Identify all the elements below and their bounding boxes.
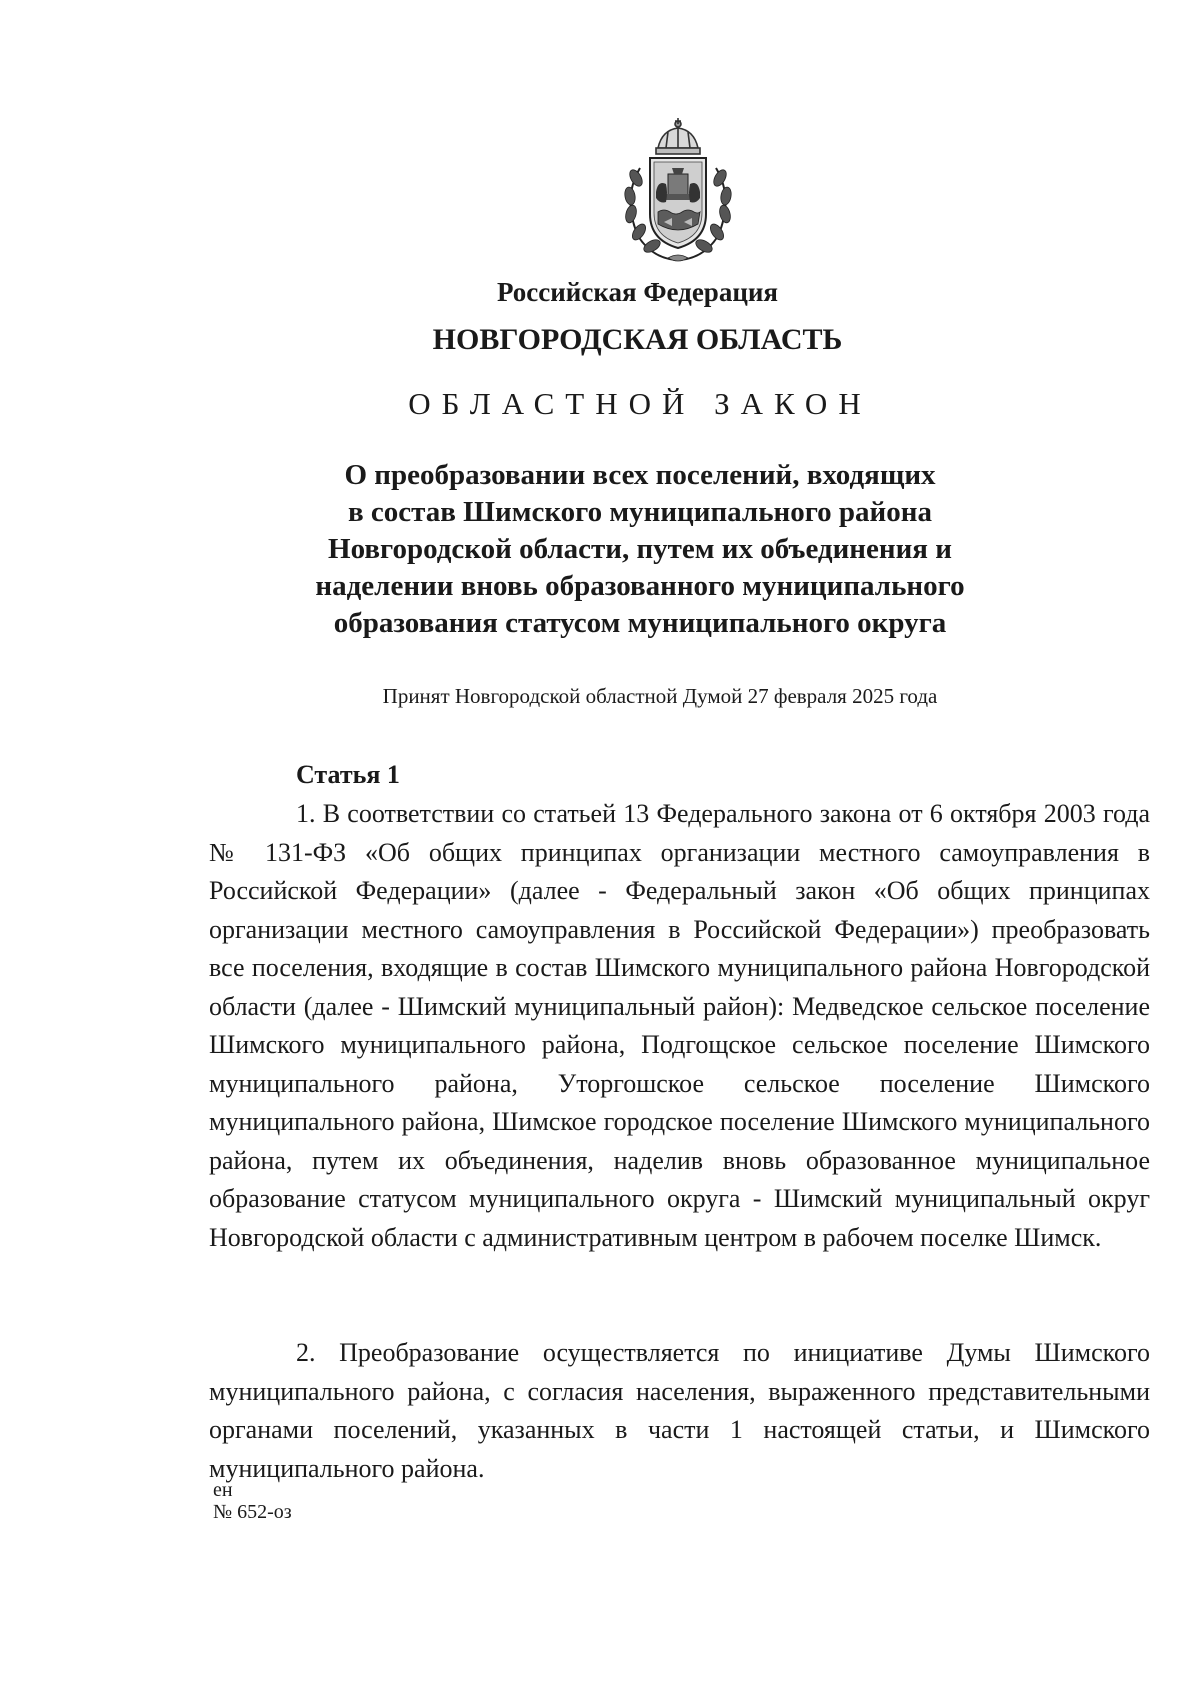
law-number: № 652-оз <box>213 1501 292 1523</box>
adoption-note: Принят Новгородской областной Думой 27 февраля 2025 года <box>382 684 938 708</box>
law-title-line: О преобразовании всех поселений, входящих <box>344 459 936 491</box>
law-title-line: Новгородской области, путем их объединения и <box>328 533 952 565</box>
coat-of-arms-icon <box>612 118 744 266</box>
article-paragraph: 1. В соответствии со статьей 13 Федерального закона от 6 октября 2003 года № 131-ФЗ «Об общих принципах организации местного самоуправления в Российской Федерации» (далее - Федеральный закон «Об общих принципах организации местного самоуправления в Российской Федерации») преобразовать все поселения, входящие в состав Шимского муниципального района Новгородской области (далее - Шимский муниципальный район): Медведское сельское поселение Шимского муниципального района, Подгощское сельское поселение Шимского муниципального района, Уторгошское сельское поселение Шимского муниципального района, Шимское городское поселение Шимского муниципального района, путем их объединения, наделив вновь образованное муниципальное образование статусом муниципального округа - Шимский муниципальный округ Новгородской области с административным центром в рабочем поселке Шимск. <box>209 799 1150 1252</box>
law-title-line: наделении вновь образованного муниципального <box>315 570 965 602</box>
article-paragraph: 2. Преобразование осуществляется по инициативе Думы Шимского муниципального района, с согласия населения, выраженного представительными органами поселений, указанных в части 1 настоящей статьи, и Шимского муниципального района. <box>209 1338 1150 1483</box>
region-heading: НОВГОРОДСКАЯ ОБЛАСТЬ <box>432 323 843 356</box>
law-type-heading: ОБЛАСТНОЙ ЗАКОН <box>408 386 872 421</box>
article-title: Статья 1 <box>296 760 400 789</box>
law-title-line: образования статусом муниципального округа <box>333 607 947 639</box>
executor-initials: ен <box>213 1479 233 1501</box>
law-title <box>0 457 1200 642</box>
country-heading: Российская Федерация <box>496 277 779 307</box>
document-footer <box>213 1479 292 1523</box>
law-title-line: в состав Шимского муниципального района <box>348 496 932 528</box>
